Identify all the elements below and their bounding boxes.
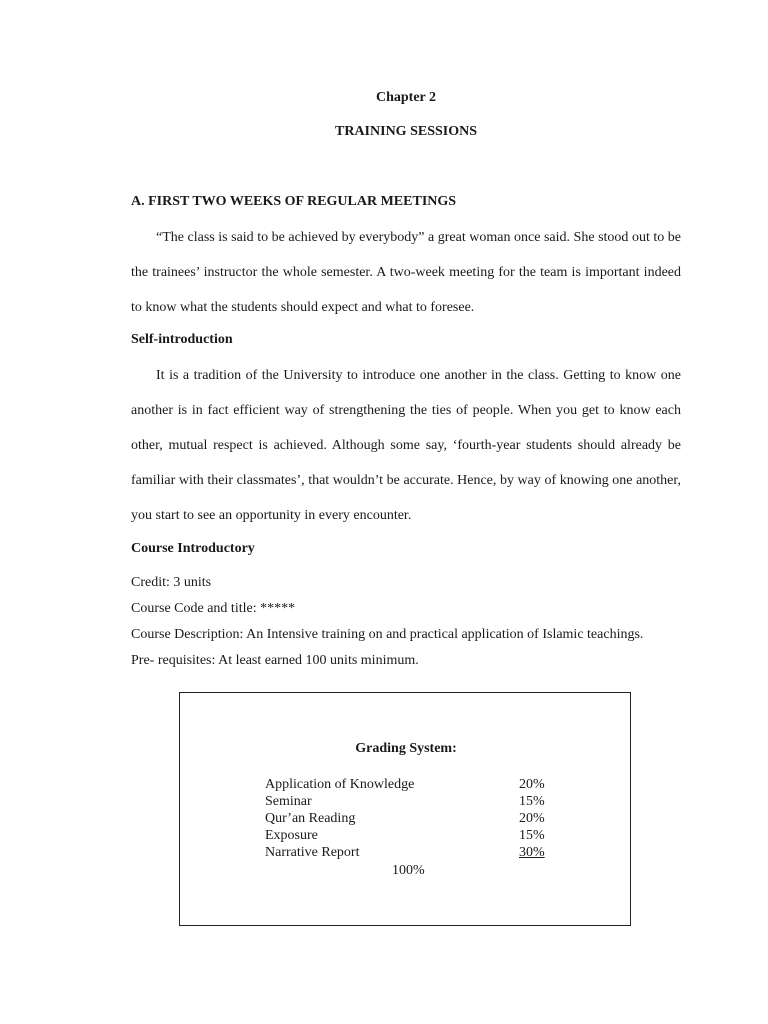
subheading-self-introduction: Self-introduction	[131, 332, 233, 347]
paragraph-self-introduction: It is a tradition of the University to introduce one another in the class. Getting to know one another is in fact efficient way of strengthening the ties of people. When you get to know each other, mutual respect is achieved. Although some say, ‘fourth-year students should already be familiar with their classmates’, that wouldn’t be accurate. Hence, by way of knowing one another, you start to see an opportunity in every encounter.	[131, 368, 681, 523]
subheading-course-introductory: Course Introductory	[131, 541, 255, 556]
section-heading: A. FIRST TWO WEEKS OF REGULAR MEETINGS	[131, 194, 457, 209]
grade-row	[265, 777, 547, 794]
grade-row	[265, 811, 547, 828]
course-prerequisites: Pre- requisites: At least earned 100 units minimum.	[131, 653, 419, 668]
chapter-number: Chapter 2	[375, 90, 437, 105]
grade-percent: 15%	[519, 794, 545, 809]
grade-percent: 30%	[519, 845, 545, 860]
paragraph-intro: “The class is said to be achieved by everybody” a great woman once said. She stood out to be the trainees’ instructor the whole semester. A two-week meeting for the team is important indeed to know what the students should expect and what to foresee.	[131, 230, 681, 315]
grade-label: Application of Knowledge	[265, 777, 415, 792]
course-credit: Credit: 3 units	[131, 575, 212, 590]
course-code-title: Course Code and title: *****	[131, 601, 296, 616]
grade-label: Seminar	[265, 794, 312, 809]
course-description: Course Description: An Intensive training on and practical application of Islamic teachings.	[131, 627, 644, 642]
grade-percent: 15%	[519, 828, 545, 843]
grade-label: Exposure	[265, 828, 318, 843]
chapter-title: TRAINING SESSIONS	[335, 124, 477, 139]
grade-percent: 20%	[519, 777, 545, 792]
grade-row	[265, 794, 547, 811]
grading-system-box	[179, 692, 631, 926]
grading-title: Grading System:	[355, 741, 457, 756]
grade-row	[265, 845, 547, 862]
grade-label: Narrative Report	[265, 845, 360, 860]
grade-row	[265, 828, 547, 845]
grade-label: Qur’an Reading	[265, 811, 356, 826]
grade-total: 100%	[392, 863, 425, 878]
grade-percent: 20%	[519, 811, 545, 826]
